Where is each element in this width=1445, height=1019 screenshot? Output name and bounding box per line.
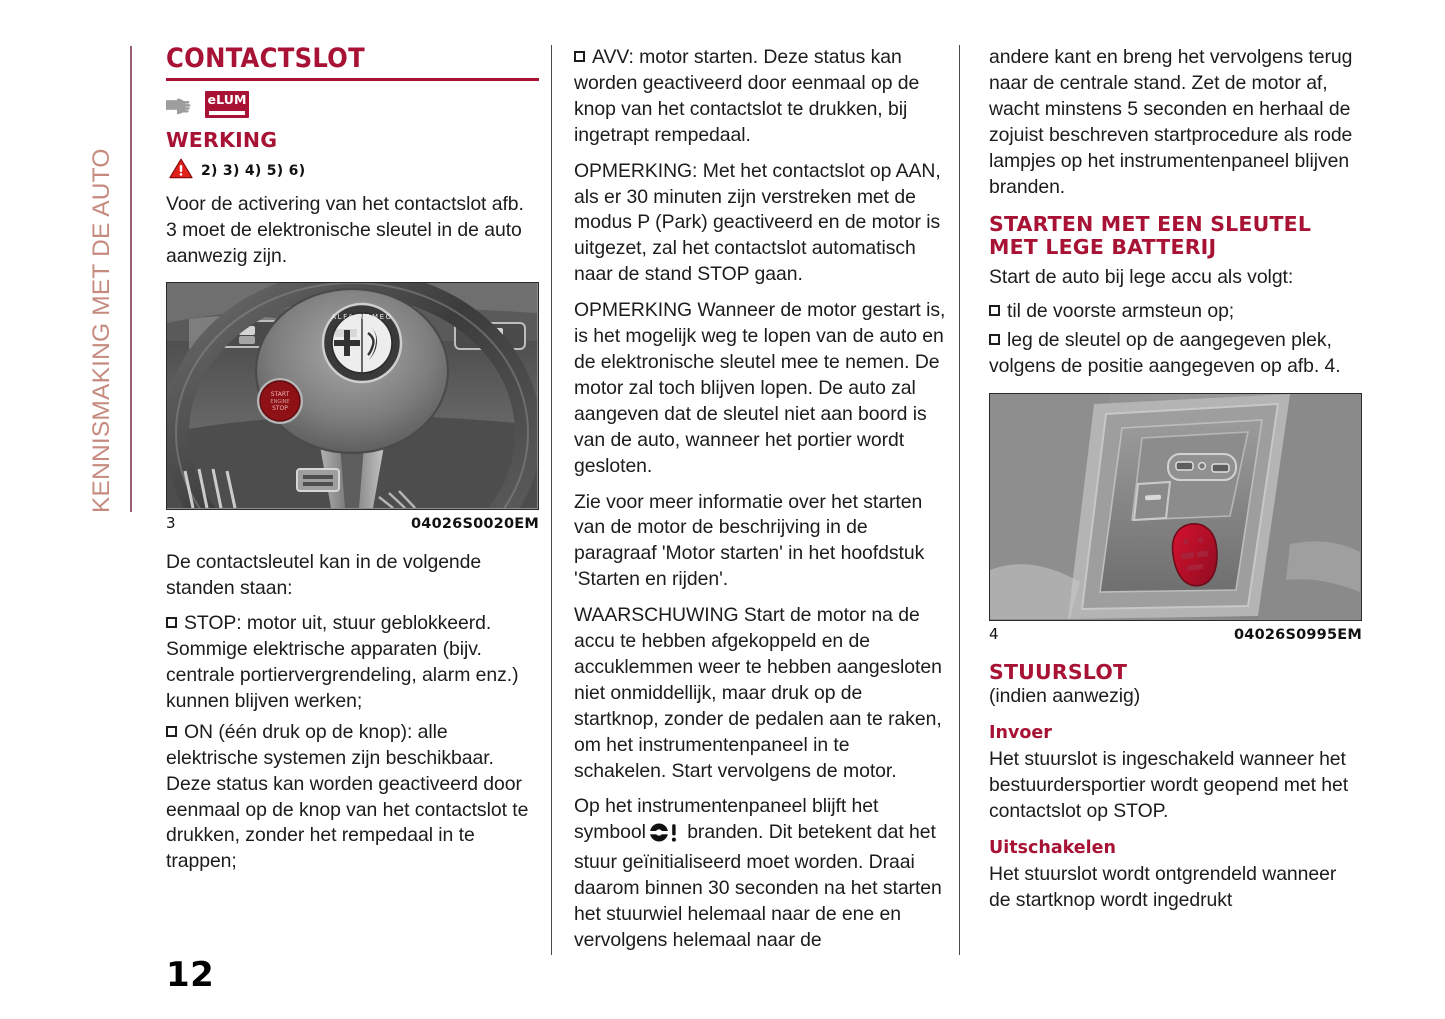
page-title: CONTACTSLOT: [166, 43, 365, 74]
chapter-tab: [86, 45, 130, 515]
page-number: 12: [166, 955, 215, 995]
bullet-stop: [166, 611, 539, 715]
figure-3-number: 3: [166, 514, 176, 533]
square-bullet-icon: [989, 334, 1000, 345]
bullet-avv-text: AVV: motor starten. Deze status kan worden geactiveerd door eenmaal op de knop van het contactslot te drukken, bij ingetrapt rempedaal.: [574, 46, 920, 146]
warning-triangle-icon: [169, 158, 193, 184]
paragraph-activering: Voor de activering van het contactslot afb. 3 moet de elektronische sleutel in de auto aanwezig zijn.: [166, 192, 524, 267]
bullet-stop-text: STOP: motor uit, stuur geblokkeerd. Sommige elektrische apparaten (bijv. centrale portiervergrendeling, alarm enz.) kunnen blijven werken;: [166, 612, 519, 712]
bullet-on: [166, 720, 539, 875]
elum-book-icon: [205, 91, 249, 118]
starten-lege-batterij-heading: STARTEN MET EEN SLEUTEL MET LEGE BATTERIJ: [989, 212, 1312, 260]
figure-4: [989, 393, 1362, 643]
bullet-armsteun: [989, 299, 1362, 325]
elum-reference: [166, 90, 539, 120]
column-1: [166, 45, 539, 875]
column-divider-1: [551, 45, 552, 955]
center-console-key-photo: [989, 393, 1362, 621]
square-bullet-icon: [166, 617, 177, 628]
bullet-sleutel-plek-text: leg de sleutel op de aangegeven plek, volgens de positie aangegeven op afb. 4.: [989, 329, 1341, 378]
svg-text:ENGINE: ENGINE: [270, 399, 290, 406]
paragraph-andere-kant: andere kant en breng het vervolgens terug naar de centrale stand. Zet de motor af, wacht minstens 5 seconden en herhaal de zojuist beschreven startprocedure als rode lampjes op het instrumentenpaneel blijven branden.: [989, 46, 1353, 198]
figure-3-caption: [166, 514, 539, 532]
square-bullet-icon: [166, 726, 177, 737]
chapter-tab-label: KENNISMAKING MET DE AUTO: [88, 148, 115, 513]
invoer-heading: Invoer: [989, 722, 1052, 743]
elum-book-pages: [209, 111, 245, 115]
bullet-on-text: ON (één druk op de knop): alle elektrische systemen zijn beschikbaar. Deze status kan worden geactiveerd door eenmaal op de knop van het contactslot te drukken, zonder het rempedaal in te trappen;: [166, 720, 529, 873]
figure-4-number: 4: [989, 624, 999, 643]
pointing-hand-icon: [166, 95, 196, 115]
svg-text:START: START: [270, 391, 290, 399]
figure-4-code: 04026S0995EM: [1234, 626, 1362, 643]
bullet-sleutel-plek: [989, 328, 1362, 380]
warning-reference-numbers: 2) 3) 4) 5) 6): [201, 162, 306, 179]
steering-wheel-warning-icon: [648, 823, 680, 850]
paragraph-invoer: Het stuurslot is ingeschakeld wanneer het bestuurdersportier wordt geopend met het contactslot op STOP.: [989, 747, 1349, 822]
figure-3: [166, 282, 539, 532]
figure-3-code: 04026S0020EM: [411, 516, 539, 533]
bullet-avv: [574, 45, 947, 149]
svg-text:STOP: STOP: [272, 405, 288, 413]
steering-wheel-photo: [166, 282, 539, 510]
paragraph-standen: De contactsleutel kan in de volgende standen staan:: [166, 551, 482, 600]
stuurslot-note: (indien aanwezig): [989, 684, 1141, 707]
figure-4-caption: [989, 625, 1362, 643]
paragraph-waarschuwing: WAARSCHUWING Start de motor na de accu te hebben afgekoppeld en de accuklemmen weer te hebben aangesloten niet onmiddellijk, maar druk op de startknop, zonder de pedalen aan te raken, om het instrumentenpaneel in te schakelen. Start vervolgens de motor.: [574, 604, 942, 782]
bullet-armsteun-text: til de voorste armsteun op;: [1007, 300, 1235, 323]
warning-reference-row: [166, 158, 539, 184]
svg-text:ALFA ROMEO: ALFA ROMEO: [331, 313, 393, 322]
column-divider-2: [959, 45, 960, 955]
paragraph-opmerking-2: OPMERKING Wanneer de motor gestart is, is het mogelijk weg te lopen van de auto en de elektronische sleutel mee te nemen. De motor zal toch blijven lopen. De auto zal aangeven dat de sleutel niet aan boord is van de auto, wanneer het portier wordt gesloten.: [574, 299, 946, 477]
paragraph-zie-voor-meer: Zie voor meer informatie over het starten van de motor de beschrijving in de paragraaf 'Motor starten' in het hoofdstuk 'Starten en rijden'.: [574, 490, 925, 591]
square-bullet-icon: [989, 305, 1000, 316]
werking-heading: WERKING: [166, 127, 278, 152]
square-bullet-icon: [574, 51, 585, 62]
elum-label: eLUM: [207, 92, 247, 108]
paragraph-symbool: [574, 794, 947, 953]
paragraph-start-de-auto: Start de auto bij lege accu als volgt:: [989, 266, 1294, 289]
paragraph-opmerking-1: OPMERKING: Met het contactslot op AAN, als er 30 minuten zijn verstreken met de modus P (Park) geactiveerd en de motor is uitgezet, zal het contactslot automatisch naar de stand STOP gaan.: [574, 159, 941, 286]
column-3: [989, 45, 1362, 914]
paragraph-uitschakelen: Het stuurslot wordt ontgrendeld wanneer de startknop wordt ingedrukt: [989, 862, 1337, 911]
paragraph-symbool-after: branden. Dit betekent dat het stuur geïnitialiseerd moet worden. Draai daarom binnen 30 seconden na het starten het stuurwiel helemaal naar de ene en vervolgens helemaal naar de: [574, 821, 942, 951]
stuurslot-heading: STUURSLOT: [989, 659, 1128, 684]
uitschakelen-heading: Uitschakelen: [989, 837, 1116, 858]
chapter-tab-rule: [130, 46, 132, 512]
column-2: [574, 45, 947, 954]
paragraph-symbool-before: Op het instrumentenpaneel blijft het symbool: [574, 795, 879, 844]
